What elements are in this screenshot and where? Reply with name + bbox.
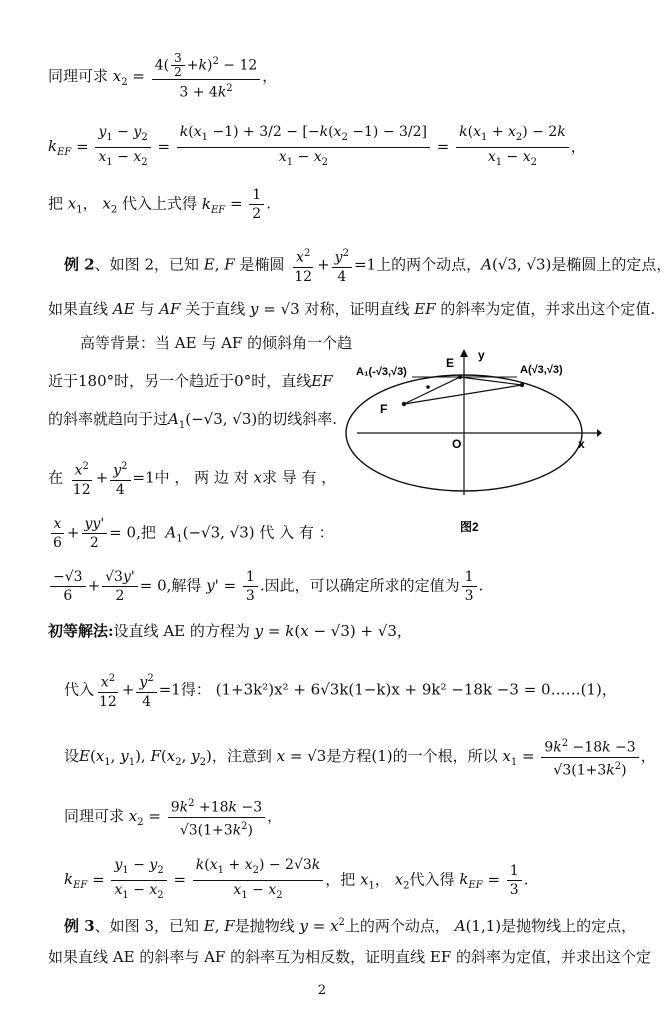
text: 同理可求 xyxy=(64,807,125,826)
line-substitute: 把 $x_1$， $x_2$ 代入上式得 $k_{EF}$ = $\frac{1}{2}$ . xyxy=(48,187,271,222)
label-x: x xyxy=(578,437,585,451)
elementary-line1: 初等解法:设直线 AE 的方程为 y = k(x − √3) + √3， xyxy=(48,622,412,640)
label-O: O xyxy=(452,437,462,451)
background-line4: 在 $\frac{x^2}{12}$ + $\frac{y^2}{4}$ =1中 ， 两 边 对 x求 导 有 ， xyxy=(48,458,616,499)
text: 设直线 AE 的方程为 xyxy=(113,622,250,640)
text: .因此，可以确定所求的定值为 xyxy=(259,576,460,595)
point-A1 xyxy=(426,385,430,389)
line-kef: $k_{EF}$ = $\frac{y_1 - y_2}{x_1 - x_2}$ = $\frac{k(x_1 -1) + 3/2 - [-k(x_2 -1) - 3/2]}{x_1 - x_2}$ = $\frac{k(x_1 + x_2) - 2k}{x_1 - x_2}$ ， xyxy=(48,124,586,168)
text: 时，直线 xyxy=(251,372,312,390)
text: 上的两个动点， xyxy=(376,255,482,274)
text: 把 xyxy=(48,194,64,213)
example2-line1: 例 2、如图 2，已知 E, F 是椭圆 $\frac{x^2}{12}$ + $\frac{y^2}{4}$ =1上的两个动点，A(√3, √3)是椭圆上的定点， xyxy=(64,245,616,286)
text: 如果直线 AE 的斜率与 AF 的斜率互为相反数，证明直线 EF 的斜率为定值，并求出这个定 xyxy=(48,948,651,966)
background-line2: 近于180°时，另一个趋近于0°时，直线EF xyxy=(48,372,333,390)
label-F: F xyxy=(380,402,388,416)
text: ，把 xyxy=(325,870,356,889)
text: 近于 xyxy=(48,372,79,390)
point-E xyxy=(458,375,462,379)
x-axis-arrow-icon xyxy=(597,429,602,437)
example2-line2: 如果直线 AE 与 AF 关于直线 y = √3 对称，证明直线 EF 的斜率为定值，并求出这个定值. xyxy=(48,300,656,318)
text: 代入上式得 xyxy=(122,194,198,213)
elementary-line5: $k_{EF}$ = $\frac{y_1 - y_2}{x_1 - x_2}$ = $\frac{k(x_1 + x_2) - 2√3k}{x_1 - x_2}$ ，把 $x_1$， $x_2$代入得 $k_{EF}$ = $\frac{1}{3}$ . xyxy=(64,857,529,901)
text: 是抛物线上的定点， xyxy=(501,917,637,935)
text: 设 xyxy=(64,747,80,766)
elementary-line2: 代入 $\frac{x^2}{12}$ + $\frac{y^2}{4}$ =1得： (1+3k²)x² + 6√3k(1−k)x + 9k² −18k −3 = 0……(1)， xyxy=(64,670,616,711)
text: ,把 xyxy=(136,523,156,542)
example-label: 例 2 xyxy=(64,255,95,274)
text: 关于直线 xyxy=(185,300,246,318)
ellipse-figure xyxy=(352,345,602,545)
text: 高等背景：当 AE 与 AF 的倾斜角一个趋 xyxy=(80,334,353,352)
text: 是抛物线 xyxy=(234,917,295,935)
background-line6: $\frac{-√3}{6}$ + $\frac{√3y'}{2}$ = 0,解得 y' = $\frac{1}{3}$ .因此，可以确定所求的定值为 $\frac{1}{3}$ . xyxy=(48,568,616,605)
text: 的斜率为定值，并求出这个定值. xyxy=(440,300,656,318)
section-label: 初等解法: xyxy=(48,622,114,640)
example-label: 例 3 xyxy=(64,917,95,935)
example3-line2 xyxy=(48,946,651,968)
text: 上的两个动点， xyxy=(344,917,450,935)
point-F xyxy=(402,402,406,406)
text: 代 入 有 ： xyxy=(259,523,334,542)
ellipse-diagram xyxy=(352,345,602,545)
text: 如果直线 xyxy=(48,300,109,318)
text: 与 xyxy=(139,300,155,318)
text: 对称，证明直线 xyxy=(304,300,410,318)
text: 在 xyxy=(48,468,64,487)
text: 是椭圆上的定点， xyxy=(551,255,671,274)
label-A: A(√3,√3) xyxy=(520,364,563,376)
text: 、如图 3，已知 xyxy=(94,917,199,935)
example3-line1: 例 3、如图 3，已知 E, F是抛物线 $y = x^2$上的两个动点， A(1,1)是抛物线上的定点， xyxy=(64,917,637,935)
text: 、如图 2，已知 xyxy=(94,255,199,274)
label-E: E xyxy=(446,356,455,370)
background-line3: 的斜率就趋向于过$A_1(-√3$, √3)的切线斜率. xyxy=(48,410,338,431)
text: 得： xyxy=(180,680,211,699)
text: 中 ， 两 边 对 xyxy=(154,468,249,487)
elementary-line4: 同理可求 $x_2$ = $\frac{9k^2 +18k -3}{√3(1+3k^2)}$ ， xyxy=(64,795,616,839)
line-FA xyxy=(404,385,522,404)
text: 的切线斜率. xyxy=(257,410,338,428)
page-number: 2 xyxy=(317,983,327,998)
line-x2-formula: 同理可求 $x_2$ = 4( $\frac{3}{2}$ +k)$^2$ − 12 $3 + 4k^2$ ， xyxy=(48,51,278,101)
y-axis-arrow-icon xyxy=(460,349,468,357)
text: 是椭圆 xyxy=(239,255,285,274)
text: ,解得 xyxy=(166,576,202,595)
text: 是方程(1)的一个根，所以 xyxy=(326,747,498,766)
text: 代入得 xyxy=(409,870,455,889)
text: 求 导 有 ， xyxy=(261,468,337,487)
figure-caption: 图2 xyxy=(460,520,479,534)
text: ，注意到 xyxy=(211,747,272,766)
elementary-line3: 设$E(x_1$, $y_1$), $F(x_2$, $y_2$)，注意到 x = √3是方程(1)的一个根，所以 $x_1$ = $\frac{9k^2 -18k -3}{√3(1+3k^2)}$ ， xyxy=(64,735,616,779)
text: 同理可求 xyxy=(48,66,109,85)
background-line5: $\frac{x}{6}$ + $\frac{yy'}{2}$ = 0,把 $A_1(-√3$, √3) 代 入 有 ： xyxy=(48,515,616,552)
line-EA xyxy=(460,377,522,385)
label-A1: A₁(-√3,√3) xyxy=(356,366,407,378)
text: 的斜率就趋向于过 xyxy=(48,410,169,428)
point-A xyxy=(520,383,524,387)
text: 代入 xyxy=(64,680,95,699)
text: 时，另一个趋近于 xyxy=(114,372,235,390)
label-y: y xyxy=(478,348,485,362)
equation-1: (1+3k²)x² + 6√3k(1−k)x + 9k² −18k −3 = 0……(1)， xyxy=(215,680,617,699)
